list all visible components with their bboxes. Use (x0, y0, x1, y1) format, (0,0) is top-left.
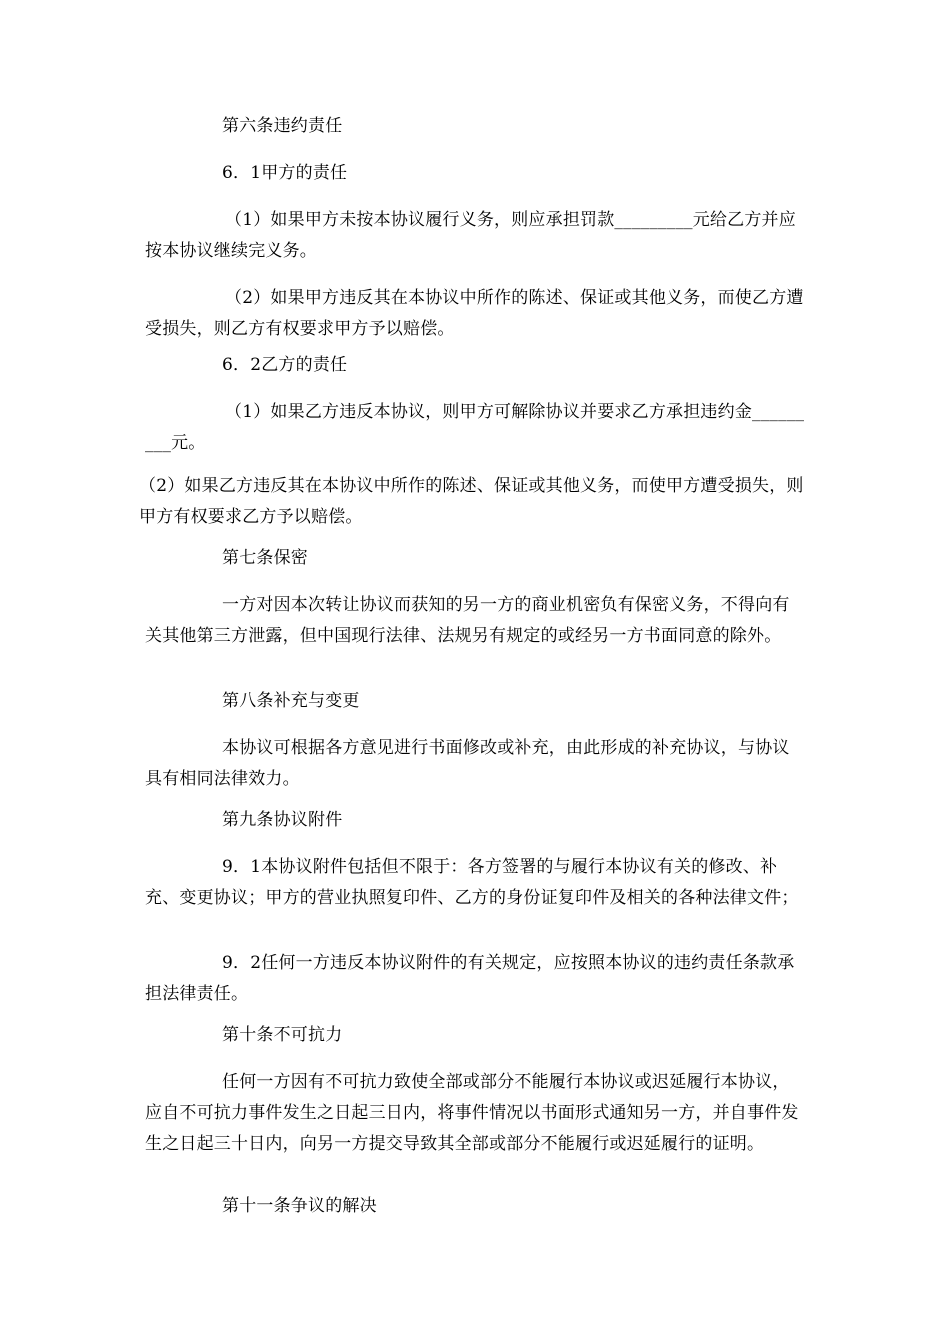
article-11-heading: 第十一条争议的解决 (222, 1196, 377, 1216)
article-8-body: 本协议可根据各方意见进行书面修改或补充，由此形成的补充协议，与协议具有相同法律效力。 (145, 738, 790, 789)
clause-6-2-2: （2）如果乙方违反其在本协议中所作的陈述、保证或其他义务，而使甲方遭受损失，则甲方有权要求乙方予以赔偿。 (139, 476, 804, 527)
article-8-heading: 第八条补充与变更 (222, 691, 360, 711)
article-7-body: 一方对因本次转让协议而获知的另一方的商业机密负有保密义务，不得向有关其他第三方泄露，但中国现行法律、法规另有规定的或经另一方书面同意的除外。 (145, 595, 790, 646)
clause-6-2-1: （1）如果乙方违反本协议，则甲方可解除协议并要求乙方承担违约金_________元。 (145, 402, 805, 453)
clause-9-2: 9．2任何一方违反本协议附件的有关规定，应按照本协议的违约责任条款承担法律责任。 (145, 953, 795, 1004)
article-7-heading: 第七条保密 (222, 548, 308, 568)
article-10-heading: 第十条不可抗力 (222, 1025, 343, 1045)
article-9-heading: 第九条协议附件 (222, 810, 343, 830)
clause-6-1-2: （2）如果甲方违反其在本协议中所作的陈述、保证或其他义务，而使乙方遭受损失，则乙方有权要求甲方予以赔偿。 (145, 288, 804, 339)
clause-6-1-1: （1）如果甲方未按本协议履行义务，则应承担罚款_________元给乙方并应按本协议继续完义务。 (145, 210, 796, 261)
article-6-heading: 第六条违约责任 (222, 116, 343, 136)
clause-6-2-heading: 6．2乙方的责任 (222, 355, 348, 375)
article-10-body: 任何一方因有不可抗力致使全部或部分不能履行本协议或迟延履行本协议，应自不可抗力事件发生之日起三日内，将事件情况以书面形式通知另一方，并自事件发生之日起三十日内，向另一方提交导致其全部或部分不能履行或迟延履行的证明。 (145, 1072, 799, 1154)
clause-9-1: 9．1本协议附件包括但不限于：各方签署的与履行本协议有关的修改、补充、变更协议；甲方的营业执照复印件、乙方的身份证复印件及相关的各种法律文件； (145, 857, 799, 908)
clause-6-1-heading: 6．1甲方的责任 (222, 163, 348, 183)
